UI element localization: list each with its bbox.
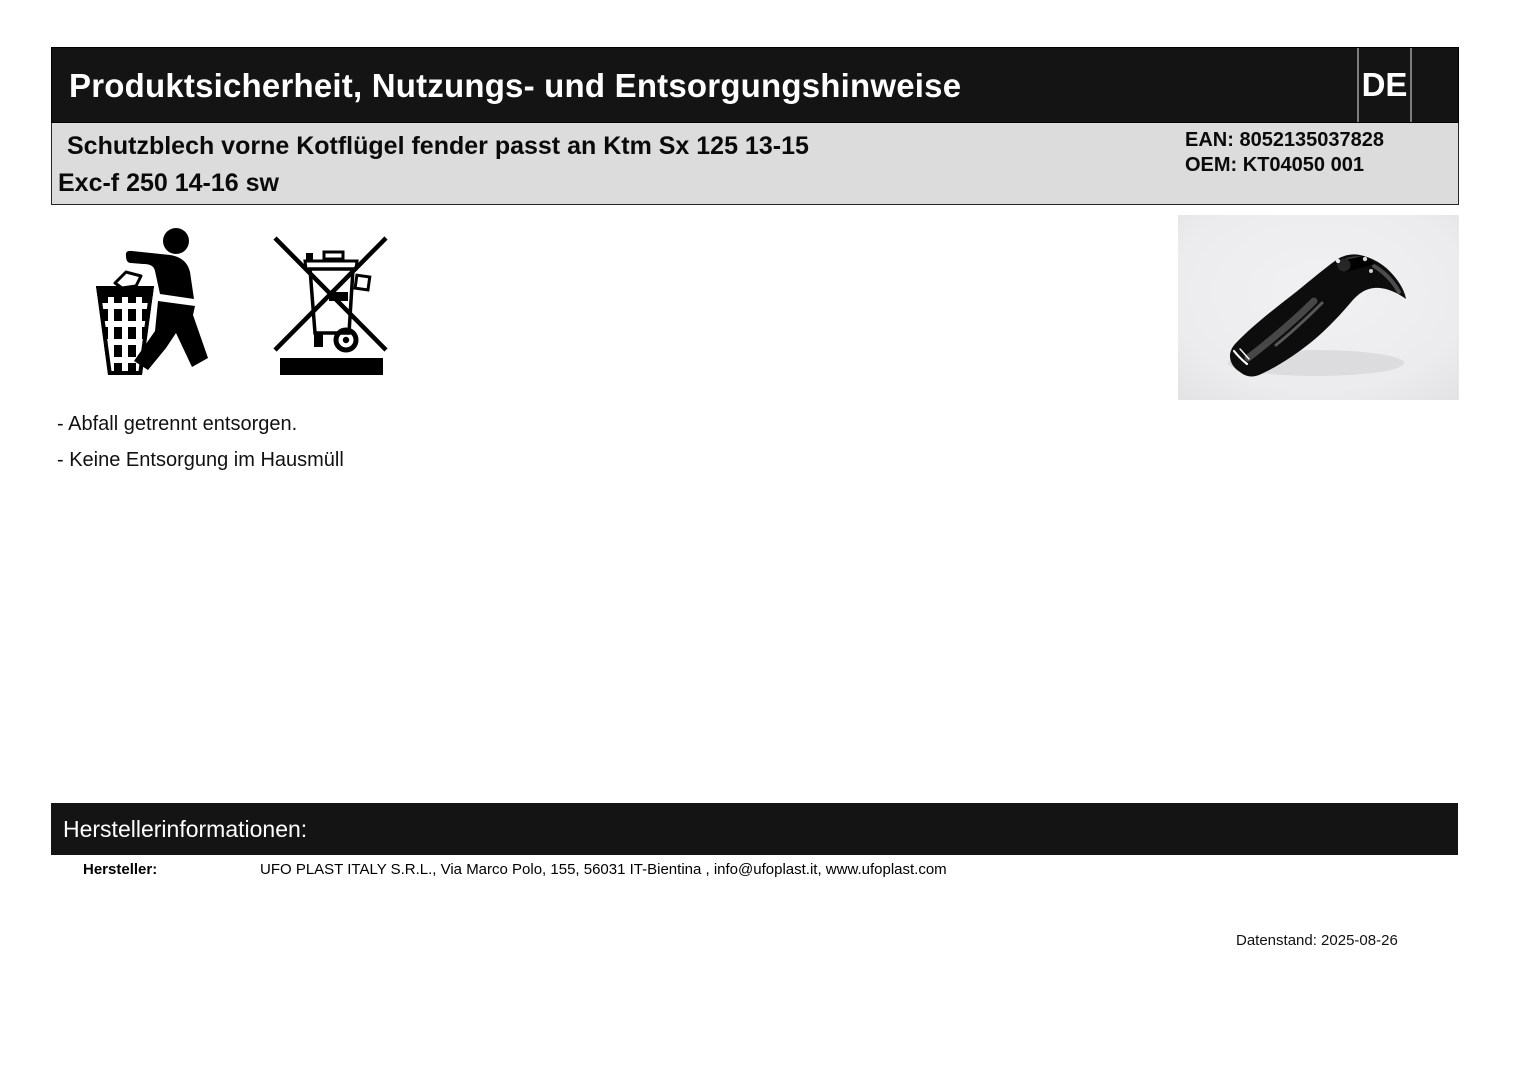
manufacturer-value: UFO PLAST ITALY S.R.L., Via Marco Polo, 155, 56031 IT-Bientina , info@ufoplast.it, www.ufoplast.com: [260, 861, 947, 878]
product-title-line-2: Exc-f 250 14-16 sw: [58, 169, 279, 197]
header-bar: [51, 47, 1459, 123]
manufacturer-section-title: Herstellerinformationen:: [63, 815, 308, 842]
weee-crossed-out-bin-icon: [272, 230, 390, 375]
manufacturer-section-bar: [51, 803, 1458, 855]
language-badge: DE: [1357, 48, 1412, 122]
ean-code: EAN: 8052135037828: [1185, 129, 1385, 151]
tidyman-litter-disposal-icon: [95, 227, 227, 375]
oem-code: OEM: KT04050 001: [1185, 154, 1364, 176]
data-status-date: Datenstand: 2025-08-26: [1236, 932, 1398, 949]
product-title-line-1: Schutzblech vorne Kotflügel fender passt an Ktm Sx 125 13-15: [67, 132, 809, 160]
product-title: [52, 128, 809, 202]
manufacturer-label: Hersteller:: [83, 861, 158, 878]
page-title: Produktsicherheit, Nutzungs- und Entsorgungshinweise: [69, 67, 962, 104]
disposal-note-2: - Keine Entsorgung im Hausmüll: [57, 449, 344, 471]
product-photo: [1178, 215, 1459, 400]
product-title-bar: [51, 123, 1459, 205]
disposal-note-1: - Abfall getrennt entsorgen.: [57, 413, 298, 435]
fender-image: [1178, 215, 1459, 400]
product-codes: [1185, 128, 1384, 178]
